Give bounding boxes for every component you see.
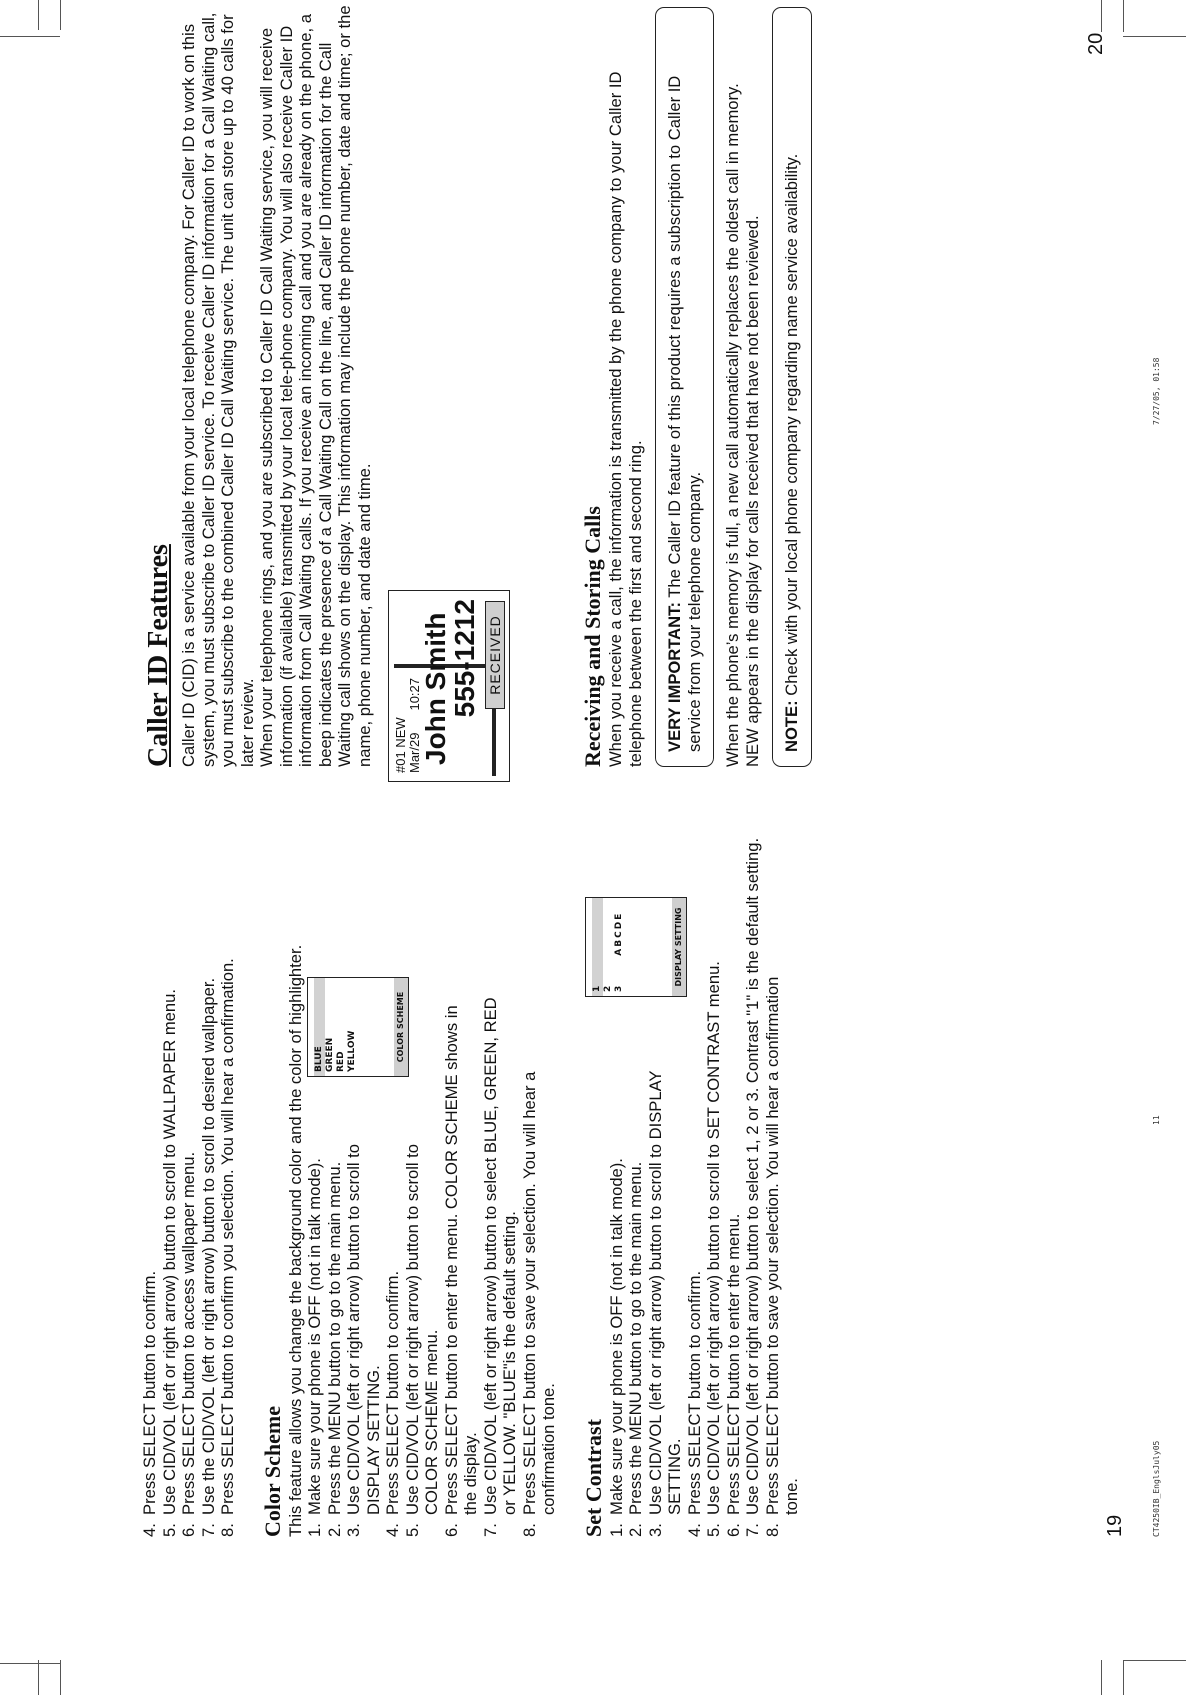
section-heading-set-contrast: Set Contrast xyxy=(580,1419,606,1537)
file-id: CT4250IB_EnglsJuly05 xyxy=(1152,1440,1161,1537)
lcd-sample-text: ABCDE xyxy=(613,911,624,956)
note-label: NOTE: xyxy=(782,700,801,752)
sheet-number: 11 xyxy=(1152,1115,1161,1125)
lcd-footer: COLOR SCHEME xyxy=(394,978,408,1076)
lcd-option: 3ABCDE xyxy=(613,911,624,992)
list-item: 3. Use CID/VOL (left or right arrow) button to scroll to DISPLAY SETTING. xyxy=(645,1070,684,1537)
lcd-datetime-line: Mar/2910:27 xyxy=(407,677,422,773)
lcd-option: YELLOW xyxy=(347,1030,357,1072)
lcd-footer: DISPLAY SETTING xyxy=(672,898,686,996)
color-scheme-steps-cont xyxy=(442,837,559,1537)
memory-full-paragraph: When the phone’s memory is full, a new call automatically replaces the oldest call in memory. xyxy=(723,83,742,767)
left-page xyxy=(140,837,802,1537)
list-item: 8. Press SELECT button to save your selection. You will hear a confirmation tone. xyxy=(519,1071,558,1537)
page-number-left: 19 xyxy=(1104,1514,1126,1537)
list-item: 4. Press SELECT button to confirm. xyxy=(684,1270,704,1537)
lcd-caller-name: John Smith xyxy=(420,612,451,765)
page-number-right: 20 xyxy=(1085,32,1107,55)
list-item: 4. Press SELECT button to confirm. xyxy=(383,1270,402,1537)
set-contrast-steps-cont xyxy=(685,837,802,1537)
very-important-box xyxy=(655,7,714,767)
list-item: 6. Press SELECT button to enter the menu. xyxy=(723,1213,743,1537)
note-text: Check with your local phone company regarding name service availability. xyxy=(782,153,801,701)
lcd-option-selected: 1 xyxy=(592,898,603,996)
cid-figure xyxy=(374,2,564,773)
receiving-paragraph: When you receive a call, the information is transmitted by the phone company to your Caller ID telephone between the first and second ring. xyxy=(606,71,645,767)
display-setting-lcd xyxy=(585,897,687,997)
note-box xyxy=(772,7,812,767)
list-item: 4. Press SELECT button to confirm. xyxy=(140,1270,159,1537)
list-item: 6. Press SELECT button to access wallpaper menu. xyxy=(179,1151,198,1537)
lcd-option: GREEN xyxy=(325,1037,335,1072)
list-item: 8. Press SELECT button to save your selection. You will hear a confirmation tone. xyxy=(762,976,801,1537)
section-heading-color-scheme: Color Scheme xyxy=(259,1406,285,1537)
new-indicator-paragraph: NEW appears in the display for calls received that have not been reviewed. xyxy=(742,215,762,767)
lcd-status-bar: RECEIVED xyxy=(485,601,505,709)
list-item: 8. Press SELECT button to confirm you selection. You will hear a confirmation. xyxy=(218,958,237,1537)
print-timestamp: 7/27/05, 01:58 xyxy=(1152,357,1161,425)
lcd-option-selected: BLUE xyxy=(314,978,325,1076)
cid-call-waiting-paragraph: When your telephone rings, and you are subscribed to Caller ID Call Waiting service, you will receive information (if available) transmitted by your local tele-phone company. You will also receive Caller ID information from Call Waiting calls. If you receive an incoming call and you are already on the phone, a beep indicates the presence of a Call Waiting Call on the line, and Caller ID information for the Call Waiting call shows on the display. This information may include the phone number, date and time; or the name, phone number, and date and time. xyxy=(257,5,374,767)
list-item: 1. Make sure your phone is OFF (not in talk mode). xyxy=(606,1158,626,1537)
list-item: 5. Use CID/VOL (left or right arrow) button to scroll to SET CONTRAST menu. xyxy=(704,961,723,1537)
list-item: 2. Press the MENU button to go to the main menu. xyxy=(626,1161,645,1537)
list-item: 6. Press SELECT button to enter the menu. COLOR SCHEME shows in the display. xyxy=(441,1005,480,1537)
color-scheme-lcd xyxy=(307,977,409,1077)
list-item: 7. Use the CID/VOL (left or right arrow) button to scroll to desired wallpaper. xyxy=(198,977,218,1537)
lcd-option: RED xyxy=(336,1051,346,1072)
list-item: 5. Use CID/VOL (left or right arrow) button to scroll to WALLPAPER menu. xyxy=(159,989,179,1537)
list-item: 3. Use CID/VOL (left or right arrow) button to scroll to DISPLAY SETTING. xyxy=(344,1143,383,1537)
color-scheme-intro: This feature allows you change the background color and the color of highlighter. xyxy=(285,944,305,1537)
list-item: 5. Use CID/VOL (left or right arrow) button to scroll to COLOR SCHEME menu. xyxy=(402,1143,441,1537)
lcd-record-line: #01 NEW xyxy=(393,717,408,773)
page-title: Caller ID Features xyxy=(143,544,174,767)
list-item: 7. Use CID/VOL (left or right arrow) button to select BLUE, GREEN, RED or YELLOW. "BLUE"is the default setting. xyxy=(480,997,519,1537)
lcd-option: 2 xyxy=(602,985,613,992)
right-page xyxy=(143,2,821,773)
lcd-caller-number: 555-1212 xyxy=(449,599,480,718)
list-item: 1. Make sure your phone is OFF (not in talk mode). xyxy=(305,1158,324,1537)
cid-intro-paragraph: Caller ID (CID) is a service available from your local telephone company. For Caller ID to work on this system, you must subscribe to Caller ID service. To receive Caller ID information for a Call Waiting call, you must subscribe to the combined Caller ID Call Waiting service. The unit can store up to 40 calls for later review. xyxy=(179,12,257,767)
caller-id-lcd xyxy=(388,590,510,782)
important-text: The Caller ID feature of this product requires a subscription to Caller ID service from your telephone company. xyxy=(665,75,704,752)
color-scheme-steps xyxy=(305,991,442,1537)
important-label: VERY IMPORTANT: xyxy=(665,602,684,752)
top-steps xyxy=(140,837,238,1537)
list-item: 7. Use CID/VOL (left or right arrow) button to select 1, 2 or 3. Contrast "1" is the default setting. xyxy=(743,837,762,1537)
list-item: 2. Press the MENU button to go to the main menu. xyxy=(324,1161,344,1537)
section-heading-receiving: Receiving and Storing Calls xyxy=(580,506,605,767)
